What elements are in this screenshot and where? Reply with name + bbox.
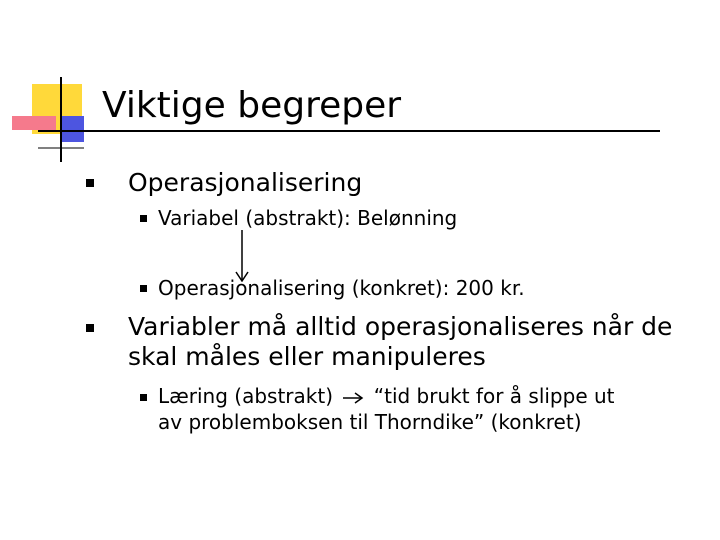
title-underline — [38, 130, 660, 132]
square-bullet-icon — [86, 324, 94, 332]
bullet-operasjonalisering: Operasjonalisering — [128, 168, 363, 197]
slide-title: Viktige begreper — [102, 85, 402, 126]
square-bullet-icon — [140, 215, 147, 222]
arrow-down-icon — [232, 230, 252, 282]
sub-bullet-laering-line1 — [158, 384, 615, 409]
bullet-variabler-line2: skal måles eller manipuleres — [128, 342, 486, 371]
arrow-right-icon — [341, 391, 365, 405]
laering-abstract-text: Læring (abstrakt) — [158, 384, 334, 408]
sub-bullet-variabel: Variabel (abstrakt): Belønning — [158, 206, 458, 230]
square-bullet-icon — [140, 285, 147, 292]
square-bullet-icon — [140, 394, 147, 401]
red-bar — [12, 116, 56, 130]
blue-square — [60, 116, 84, 142]
bullet-variabler-line1: Variabler må alltid operasjonaliseres når de — [128, 312, 673, 341]
sub-bullet-laering-line2: av problemboksen til Thorndike” (konkret) — [158, 410, 582, 434]
square-bullet-icon — [86, 179, 94, 187]
laering-concrete-text: “tid brukt for å slippe ut — [373, 384, 615, 408]
sub-bullet-operasjonalisering: Operasjonalisering (konkret): 200 kr. — [158, 276, 525, 300]
